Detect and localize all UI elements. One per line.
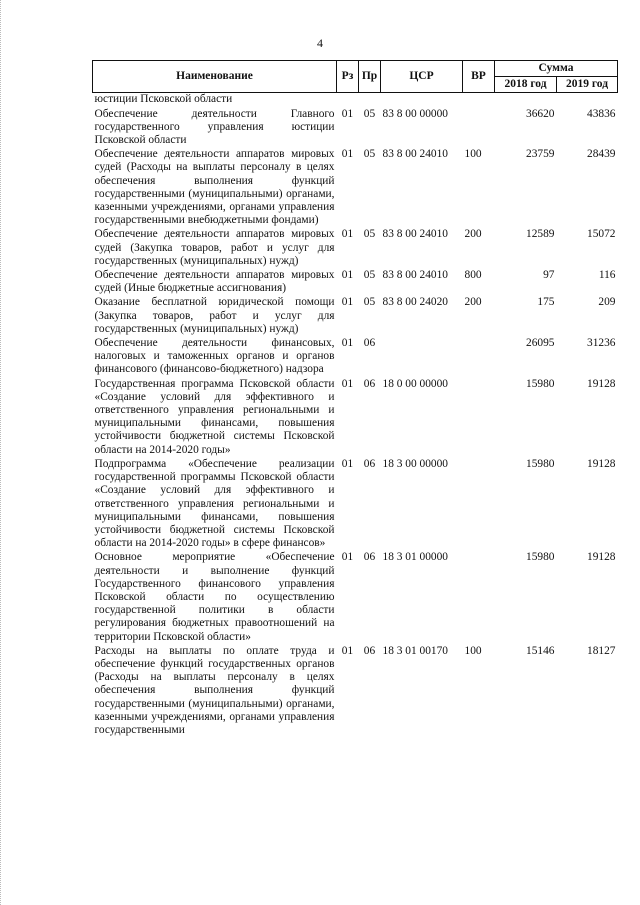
row-sum-2018: 36620 [526, 107, 555, 120]
row-name: Обеспечение деятельности аппаратов мировых судей (Расходы на выплаты персоналу в целях обеспечения выполнения функций государственными (муниципальными) органами, казенными учреждениями, органами управления государственными внебюджетными фондами) [94, 148, 335, 227]
row-vr: 200 [464, 228, 482, 241]
row-rz: 01 [341, 269, 354, 282]
row-pr: 05 [363, 107, 376, 120]
row-pr: 06 [363, 457, 376, 470]
table-row [93, 269, 618, 296]
row-sum-2018 [495, 93, 557, 108]
row-csr: 18 3 01 00170 [382, 644, 448, 657]
table-row [93, 378, 618, 458]
row-sum-2018: 15980 [526, 377, 555, 390]
header-vr: ВР [463, 61, 495, 93]
row-sum-2019: 18127 [587, 644, 616, 657]
row-name: Обеспечение деятельности финансовых, налоговых и таможенных органов и органов финансового (финансово-бюджетного) надзора [94, 337, 335, 376]
row-sum-2018: 175 [537, 296, 555, 309]
header-2018: 2018 год [495, 77, 557, 93]
row-pr: 05 [363, 296, 376, 309]
row-csr: 83 8 00 00000 [382, 107, 448, 120]
row-sum-2018: 97 [543, 269, 555, 282]
page-edge [0, 0, 4, 905]
row-name: Основное мероприятие «Обеспечение деятельности и выполнение функций Государственного финансового управления Псковской области по осуществлению государственной политики в области регулирования бюджетных правоотношений на территории Псковской области» [94, 551, 335, 643]
row-pr [359, 93, 381, 108]
header-pr: Пр [359, 61, 381, 93]
row-rz: 01 [341, 551, 354, 564]
header-name: Наименование [93, 61, 337, 93]
row-sum-2019: 43836 [587, 107, 616, 120]
row-csr [381, 93, 463, 108]
row-vr [463, 378, 495, 458]
row-sum-2018: 15980 [526, 457, 555, 470]
row-rz: 01 [341, 337, 354, 350]
row-sum-2018: 15980 [526, 551, 555, 564]
row-sum-2018: 12589 [526, 228, 555, 241]
table-row [93, 458, 618, 551]
row-name: Оказание бесплатной юридической помощи (Закупка товаров, работ и услуг для государственных (муниципальных) нужд) [94, 296, 335, 335]
row-rz: 01 [341, 644, 354, 657]
row-pr: 06 [363, 337, 376, 350]
row-sum-2019 [557, 93, 618, 108]
header-csr: ЦСР [381, 61, 463, 93]
row-pr: 06 [363, 377, 376, 390]
row-sum-2019: 116 [598, 269, 616, 282]
row-name: юстиции Псковской области [94, 93, 233, 106]
row-csr [381, 337, 463, 378]
row-name: Государственная программа Псковской области «Создание условий для эффективного и ответственного управления региональными и муниципальными финансами, повышения устойчивости бюджетной системы Псковской области на 2014-2020 годы» [94, 377, 335, 456]
row-vr [463, 108, 495, 149]
header-rz: Рз [337, 61, 359, 93]
table-row [93, 551, 618, 644]
row-vr [463, 337, 495, 378]
row-name: Обеспечение деятельности аппаратов мировых судей (Иные бюджетные ассигнования) [94, 269, 335, 295]
row-name: Расходы на выплаты по оплате труда и обеспечение функций государственных органов (Расходы на выплаты персоналу в целях обеспечения выполнения функций государственными (муниципальными) органами, казенными учреждениями, органами управления государственными [94, 644, 335, 736]
row-sum-2019: 15072 [587, 228, 616, 241]
row-pr: 05 [363, 269, 376, 282]
row-rz: 01 [341, 107, 354, 120]
table-body [93, 93, 618, 738]
row-csr: 18 0 00 00000 [382, 377, 448, 390]
row-sum-2019: 19128 [587, 377, 616, 390]
row-pr: 05 [363, 148, 376, 161]
row-rz: 01 [341, 228, 354, 241]
row-vr: 800 [464, 269, 482, 282]
row-vr [463, 93, 495, 108]
row-sum-2018: 15146 [526, 644, 555, 657]
row-rz: 01 [341, 296, 354, 309]
row-name: Подпрограмма «Обеспечение реализации государственной программы Псковской области «Создание условий для эффективного и ответственного управления региональными и муниципальными финансами, повышения устойчивости бюджетной системы Псковской области на 2014-2020 годы» в сфере финансов» [94, 457, 335, 550]
row-name: Обеспечение деятельности Главного государственного управления юстиции Псковской области [94, 107, 335, 147]
row-csr: 83 8 00 24010 [382, 228, 448, 241]
row-name: Обеспечение деятельности аппаратов мировых судей (Закупка товаров, работ и услуг для государственных (муниципальных) нужд) [94, 228, 335, 267]
row-csr: 18 3 00 00000 [382, 457, 448, 470]
table-row [93, 296, 618, 337]
table-row [93, 148, 618, 228]
row-sum-2019: 31236 [587, 337, 616, 350]
row-csr: 83 8 00 24010 [382, 269, 448, 282]
row-pr: 06 [363, 551, 376, 564]
row-csr: 18 3 01 00000 [382, 551, 448, 564]
row-sum-2018: 26095 [526, 337, 555, 350]
budget-table [92, 60, 618, 738]
row-sum-2019: 28439 [587, 148, 616, 161]
row-sum-2019: 209 [598, 296, 616, 309]
row-vr: 200 [464, 296, 482, 309]
row-rz: 01 [341, 457, 354, 470]
table-row [93, 645, 618, 738]
table-row [93, 108, 618, 149]
row-csr: 83 8 00 24020 [382, 296, 448, 309]
table-row [93, 93, 618, 108]
row-pr: 06 [363, 644, 376, 657]
row-vr [463, 551, 495, 644]
header-2019: 2019 год [557, 77, 618, 93]
row-sum-2018: 23759 [526, 148, 555, 161]
row-sum-2019: 19128 [587, 457, 616, 470]
row-rz: 01 [341, 148, 354, 161]
row-rz: 01 [341, 377, 354, 390]
row-csr: 83 8 00 24010 [382, 148, 448, 161]
table-header [93, 61, 618, 93]
header-sum: Сумма [495, 61, 618, 77]
page-number: 4 [317, 36, 323, 50]
row-vr: 100 [464, 148, 482, 161]
row-pr: 05 [363, 228, 376, 241]
row-rz [337, 93, 359, 108]
table-row [93, 228, 618, 269]
table-row [93, 337, 618, 378]
row-vr: 100 [464, 644, 482, 657]
row-vr [463, 458, 495, 551]
row-sum-2019: 19128 [587, 551, 616, 564]
